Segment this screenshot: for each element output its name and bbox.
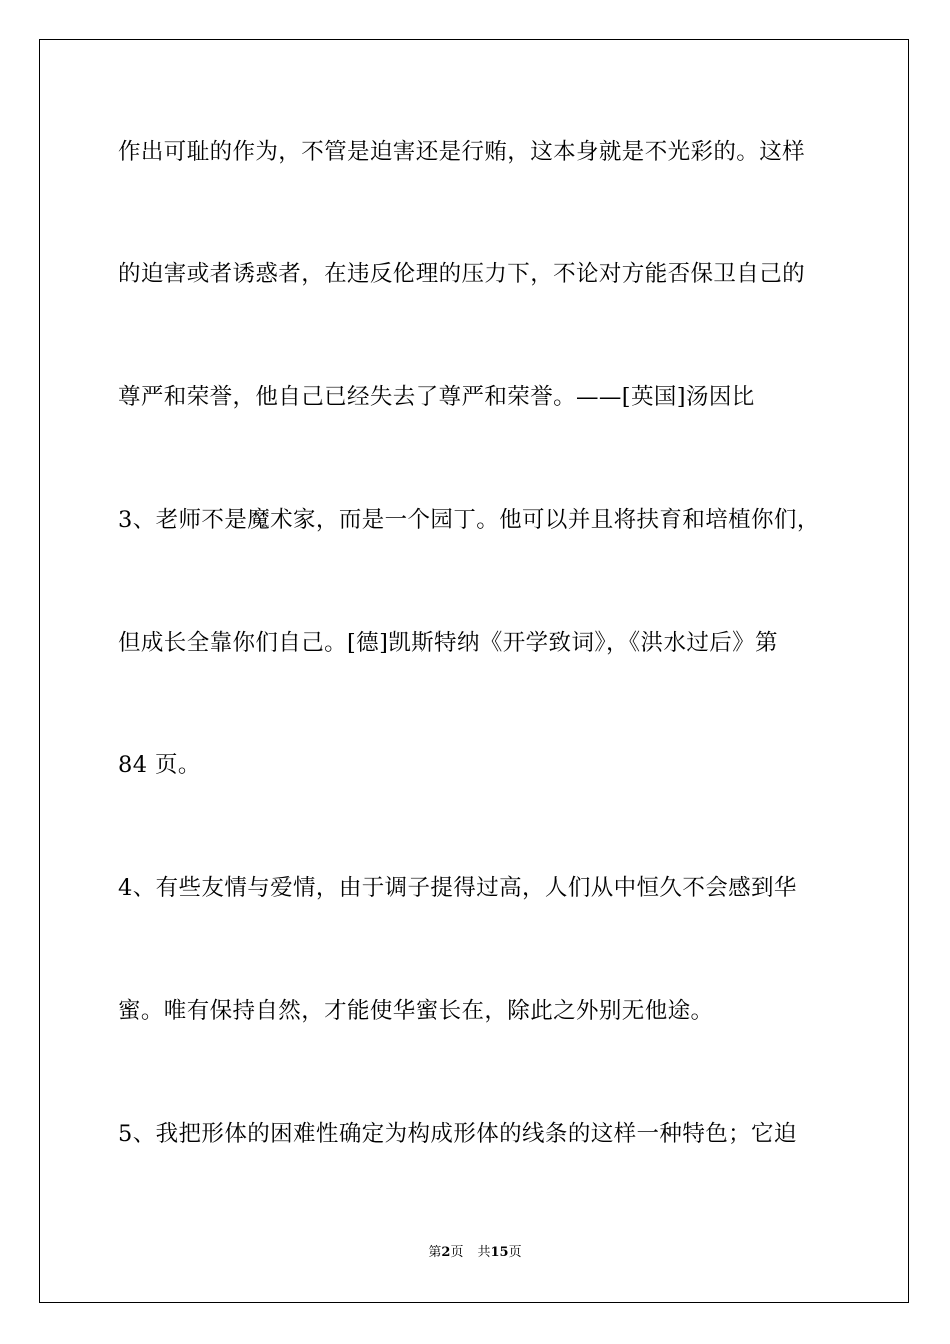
text-line-5: 但成长全靠你们自己。[德]凯斯特纳《开学致词》，《洪水过后》第 [118, 630, 778, 656]
page-unit: 页 [450, 1245, 464, 1260]
page-footer [0, 1244, 950, 1262]
text-line-4: 3、老师不是魔术家，而是一个园丁。他可以并且将扶育和培植你们， [118, 507, 820, 533]
page-total: 15 [490, 1245, 509, 1260]
page-prefix: 第 [428, 1245, 442, 1260]
page-border [39, 39, 909, 1303]
total-prefix: 共 [477, 1245, 491, 1260]
total-unit: 页 [508, 1245, 522, 1260]
text-line-3: 尊严和荣誉，他自己已经失去了尊严和荣誉。——[英国]汤因比 [118, 384, 755, 410]
text-line-7: 4、有些友情与爱情，由于调子提得过高，人们从中恒久不会感到华 [118, 875, 797, 901]
text-line-8: 蜜。唯有保持自然，才能使华蜜长在，除此之外别无他途。 [118, 998, 714, 1024]
text-line-2: 的迫害或者诱惑者，在违反伦理的压力下，不论对方能否保卫自己的 [118, 261, 806, 287]
text-line-9: 5、我把形体的困难性确定为构成形体的线条的这样一种特色；它迫 [118, 1121, 797, 1147]
text-line-6: 84 页。 [118, 752, 201, 778]
page-current: 2 [441, 1245, 451, 1260]
text-line-1: 作出可耻的作为，不管是迫害还是行贿，这本身就是不光彩的。这样 [118, 139, 806, 165]
